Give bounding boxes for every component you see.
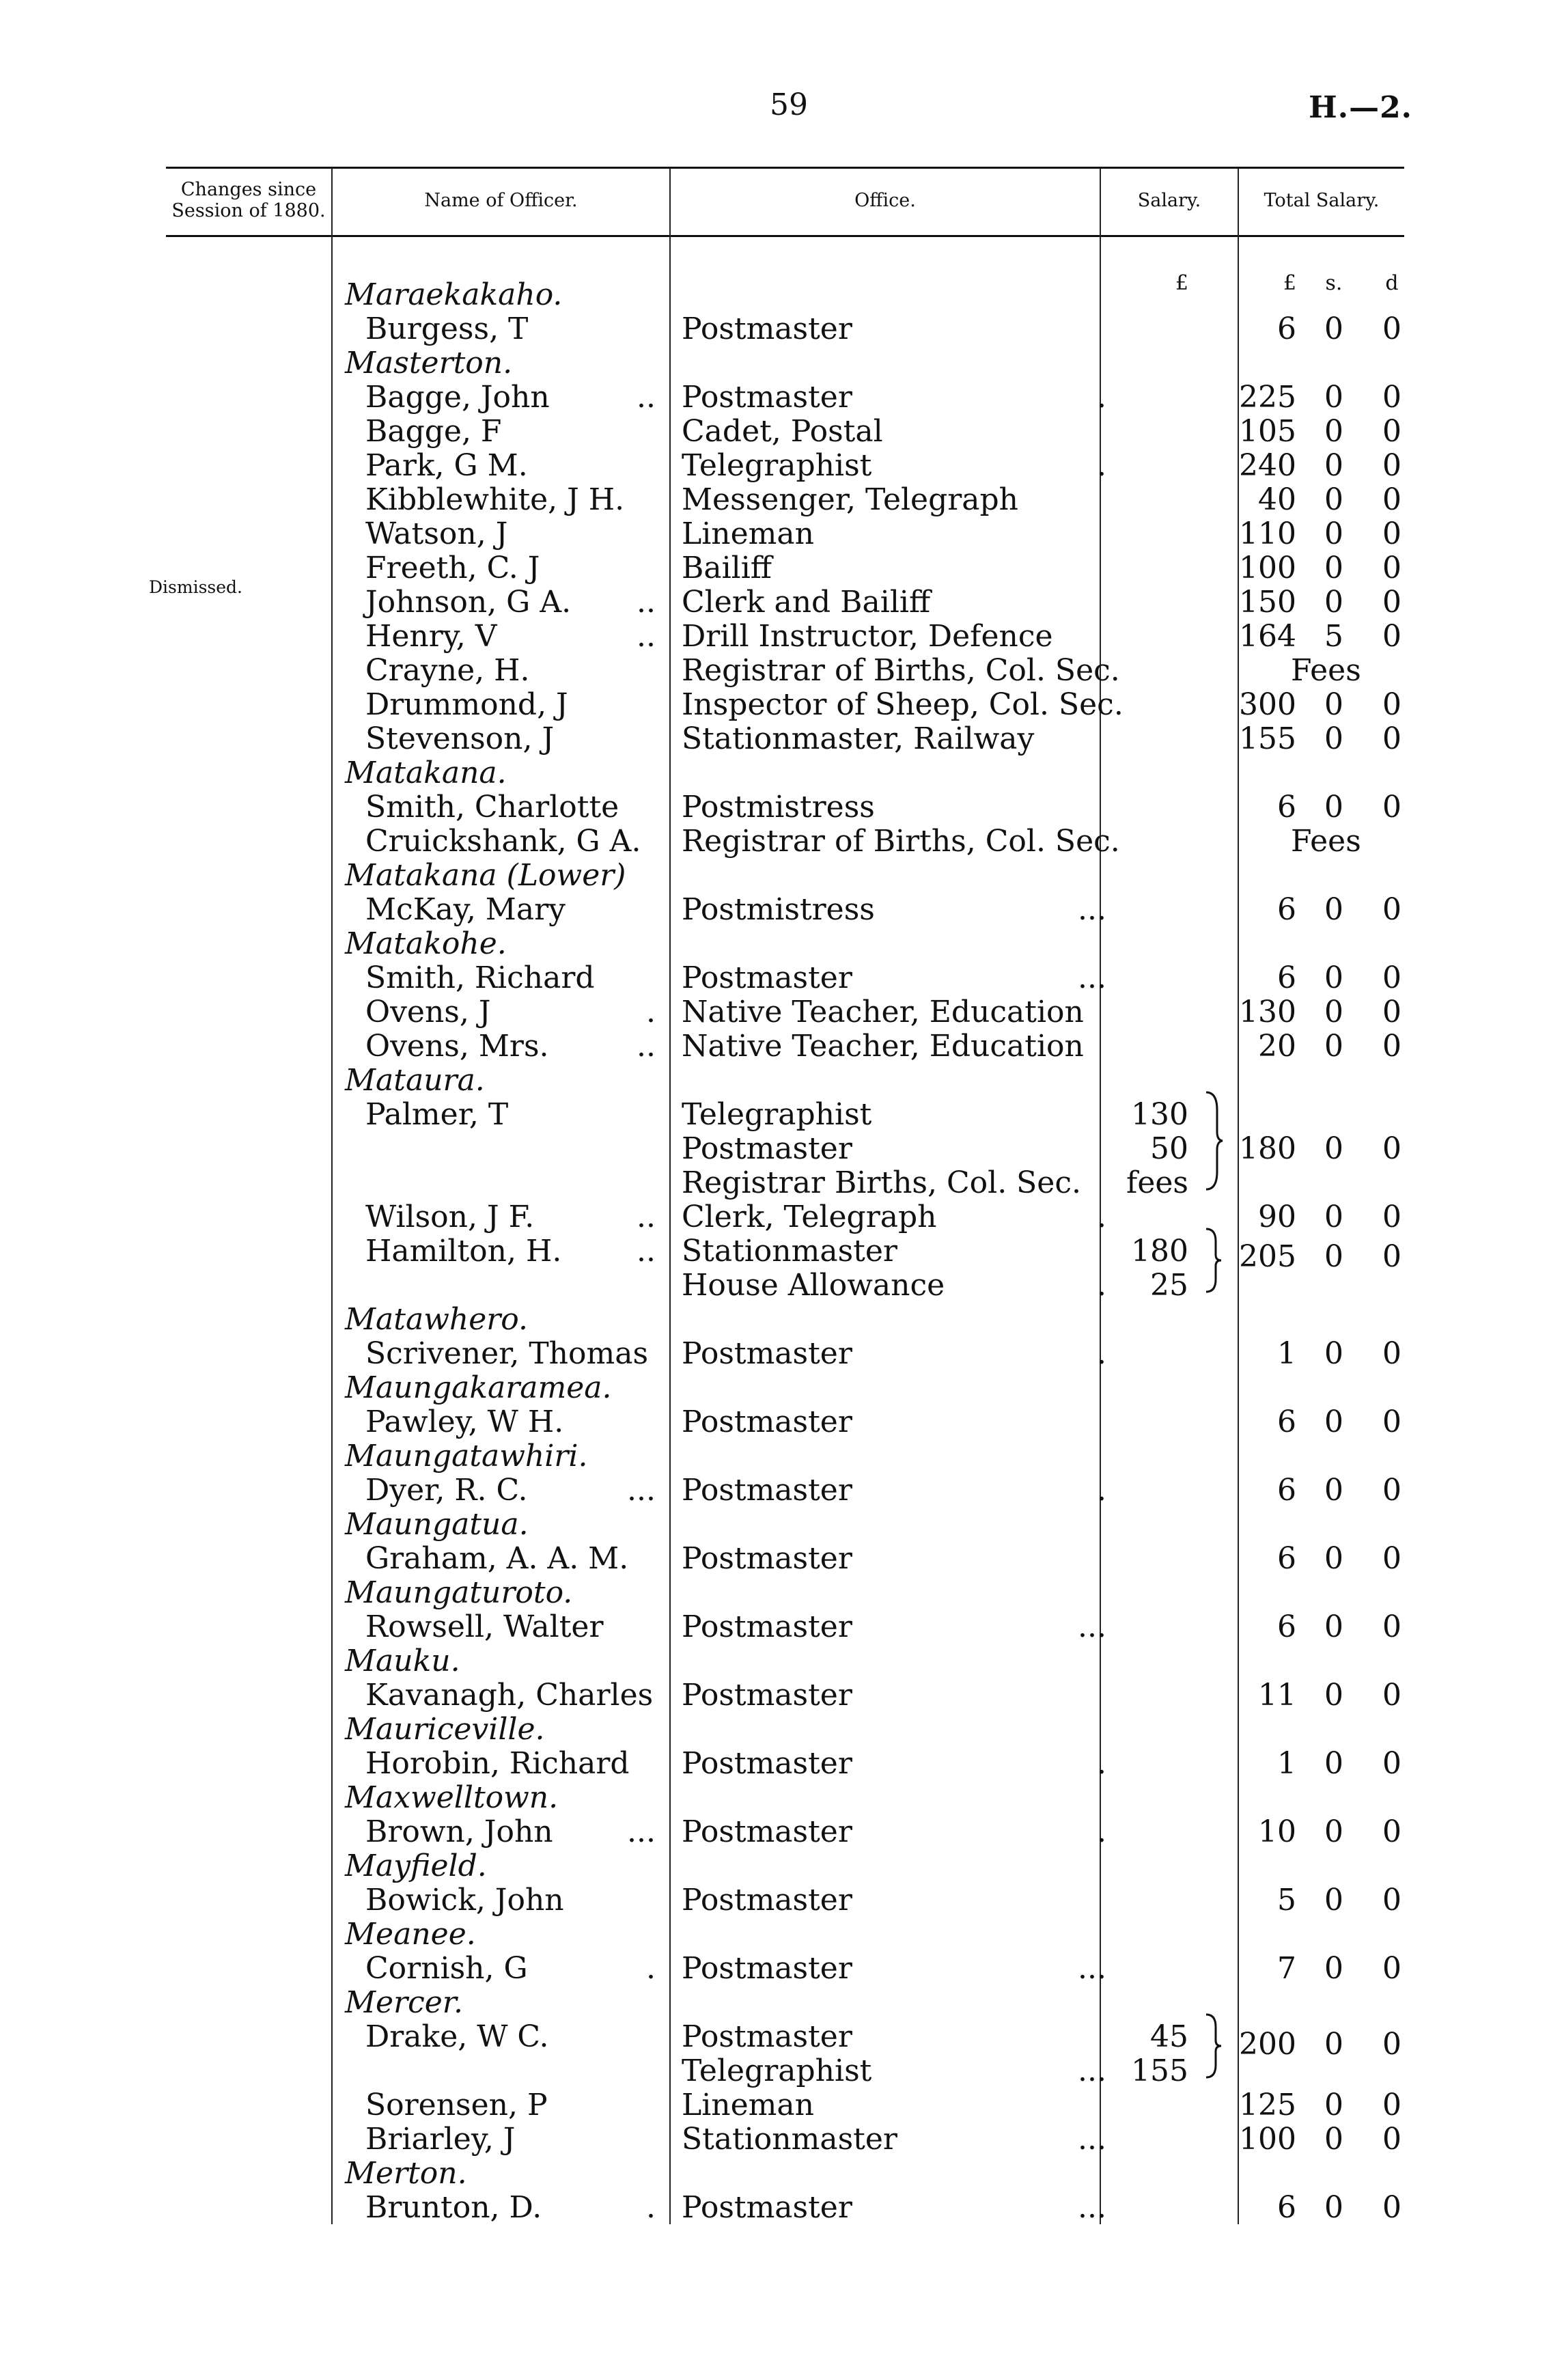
total-pence: 0 [1382,995,1401,1029]
office-title: Native Teacher, Education [682,1029,1084,1064]
officer-name: Smith, Charlotte [365,790,619,825]
note-dismissed: Dismissed. [149,577,242,597]
officer-name: Kibblewhite, J H. [365,482,625,517]
place-name: Mauku. [345,1644,460,1678]
officer-name: Palmer, T [365,1097,509,1132]
leader-dots: .. [637,1234,656,1269]
total-pounds: 180 [1239,1131,1296,1166]
total-pence: 0 [1382,1336,1401,1371]
page-number: 59 [770,87,808,122]
total-shillings: 0 [1324,551,1343,585]
officer-name: Bowick, John [365,1883,564,1918]
leader-dots: . [1097,1200,1106,1234]
leader-dots: ... [1078,960,1106,995]
total-pounds: 6 [1277,1473,1296,1508]
officer-name: Drake, W C. [365,2019,549,2054]
merged-total-pounds: 205 [1239,1239,1296,1274]
place-name: Mauriceville. [345,1712,545,1747]
total-shillings: 0 [1324,1200,1343,1234]
total-pounds: 6 [1277,312,1296,346]
place-heading-row [0,1713,1549,1747]
office-title: Postmaster [682,1131,852,1166]
officer-row [0,995,1549,1029]
total-pounds: 6 [1277,1405,1296,1439]
total-pence: 0 [1382,1951,1401,1986]
total-shillings: 0 [1324,687,1343,722]
total-shillings: 0 [1324,1609,1343,1644]
total-pence: 0 [1382,2088,1401,2122]
place-heading-row [0,346,1549,380]
total-pounds: 10 [1258,1814,1296,1849]
officer-row [0,449,1549,483]
officer-row [0,2088,1549,2122]
officer-name: Henry, V [365,619,497,654]
office-title: Postmaster [682,2190,852,2225]
place-heading-row [0,1439,1549,1473]
officer-name: Watson, J [365,516,508,551]
officer-name: Bagge, F [365,414,502,449]
office-title: Registrar Births, Col. Sec. [682,1165,1081,1200]
office-title: Postmaster [682,1746,852,1781]
salary-value: 50 [1150,1131,1188,1166]
total-shillings: 0 [1324,585,1343,620]
leader-dots: .. [637,1029,656,1064]
total-shillings: 5 [1324,619,1343,654]
total-pence: 0 [1382,1883,1401,1918]
header-changes: Changes since Session of 1880. [171,179,326,221]
total-shillings: 0 [1324,960,1343,995]
salary-brace [1203,1226,1224,1295]
total-pounds: 6 [1277,790,1296,825]
merged-total-pence: 0 [1382,1239,1401,1274]
header-name: Name of Officer. [424,189,578,211]
officer-row [0,483,1549,517]
place-heading-row [0,1986,1549,2020]
salary-brace [1203,1090,1224,1192]
total-shillings: 0 [1324,1336,1343,1371]
office-title: Postmaster [682,2019,852,2054]
officer-name: Rowsell, Walter [365,1609,604,1644]
leader-dots: . [1097,380,1106,415]
total-shillings: 0 [1324,1541,1343,1576]
place-heading-row [0,1576,1549,1610]
total-pounds: 100 [1239,2122,1296,2157]
total-pence: 0 [1382,2122,1401,2157]
salary-value: fees [1126,1165,1188,1200]
total-pence: 0 [1382,312,1401,346]
total-pounds: 6 [1277,960,1296,995]
merged-total-pence: 0 [1382,2027,1401,2062]
office-title: Postmaster [682,960,852,995]
office-title: Postmaster [682,1336,852,1371]
officer-name: Brown, John [365,1814,553,1849]
officer-row [0,551,1549,585]
office-title: Telegraphist [682,448,872,483]
total-pounds: 105 [1239,414,1296,449]
total-pounds: 20 [1258,1029,1296,1064]
total-fees: Fees [1291,653,1361,688]
total-shillings: 0 [1324,1814,1343,1849]
leader-dots: ... [1078,2190,1106,2225]
header-top-rule [166,167,1404,169]
total-pounds: 130 [1239,995,1296,1029]
total-pence: 0 [1382,960,1401,995]
place-heading-row [0,859,1549,893]
leader-dots: ... [1078,1609,1106,1644]
total-pence: 0 [1382,551,1401,585]
total-pounds: 300 [1239,687,1296,722]
salary-value: 25 [1150,1268,1188,1303]
officer-row [0,1473,1549,1508]
place-name: Maraekakaho. [345,277,563,312]
office-title: Postmaster [682,312,852,346]
office-title: Postmistress [682,790,875,825]
total-pence: 0 [1382,1541,1401,1576]
place-heading-row [0,1303,1549,1337]
officer-row [0,415,1549,449]
place-heading-row [0,1781,1549,1815]
officer-name: Burgess, T [365,312,529,346]
total-pounds: 150 [1239,585,1296,620]
office-title: Clerk and Bailiff [682,585,931,620]
total-shillings: 0 [1324,1883,1343,1918]
merged-total-row [0,2028,1549,2062]
officer-row [0,1029,1549,1064]
total-shillings: 0 [1324,516,1343,551]
office-title: Messenger, Telegraph [682,482,1019,517]
office-title: House Allowance [682,1268,945,1303]
officer-row [0,1132,1549,1166]
officer-name: Graham, A. A. M. [365,1541,629,1576]
place-heading-row [0,1918,1549,1952]
salary-value: 45 [1150,2019,1188,2054]
officer-name: Briarley, J [365,2122,516,2157]
office-title: Telegraphist [682,1097,872,1132]
total-shillings: 0 [1324,892,1343,927]
leader-dots: .. [637,619,656,654]
page-reference: H.—2. [1309,90,1412,125]
officer-name: Drummond, J [365,687,568,722]
officer-name: Scrivener, Thomas [365,1336,649,1371]
officer-row [0,2122,1549,2157]
total-pounds: 100 [1239,551,1296,585]
officer-name: Brunton, D. [365,2190,542,2225]
total-pounds: 11 [1258,1678,1296,1713]
salary-value: 130 [1131,1097,1188,1132]
place-name: Matawhero. [345,1302,528,1337]
total-pence: 0 [1382,1405,1401,1439]
leader-dots: ... [1078,2122,1106,2157]
office-title: Lineman [682,2088,814,2122]
merged-total-shillings: 0 [1324,2027,1343,2062]
total-pounds: 7 [1277,1951,1296,1986]
total-pence: 0 [1382,721,1401,756]
total-pence: 0 [1382,414,1401,449]
total-pounds: 5 [1277,1883,1296,1918]
office-title: Postmaster [682,1609,852,1644]
officer-name: Kavanagh, Charles [365,1678,654,1713]
officer-row [0,380,1549,415]
office-title: Postmaster [682,1473,852,1508]
place-name: Masterton. [345,346,513,380]
merged-total-pounds: 200 [1239,2027,1296,2062]
leader-dots: . [646,1951,656,1986]
total-fees: Fees [1291,824,1361,859]
leader-dots: ... [627,1814,656,1849]
total-shillings: 0 [1324,1029,1343,1064]
officer-row [0,688,1549,722]
office-title: Native Teacher, Education [682,995,1084,1029]
officer-row [0,722,1549,756]
officer-row [0,2191,1549,2225]
total-shillings: 0 [1324,1405,1343,1439]
officer-name: Ovens, J [365,995,491,1029]
place-name: Matakana (Lower) [345,858,626,893]
total-pence: 0 [1382,1131,1401,1166]
leader-dots: . [1097,1336,1106,1371]
total-pence: 0 [1382,1609,1401,1644]
officer-row [0,961,1549,995]
total-pounds: 125 [1239,2088,1296,2122]
total-pounds: 164 [1239,619,1296,654]
total-pence: 0 [1382,1473,1401,1508]
officer-row [0,1166,1549,1200]
total-pence-unit: d [1385,271,1399,295]
officer-row [0,1952,1549,1986]
officer-name: Johnson, G A. [365,585,572,620]
total-shillings: 0 [1324,2088,1343,2122]
total-pounds: 40 [1258,482,1296,517]
total-shillings: 0 [1324,448,1343,483]
place-name: Meanee. [345,1917,476,1952]
total-pounds: 155 [1239,721,1296,756]
officer-row [0,1405,1549,1439]
officer-name: Crayne, H. [365,653,530,688]
leader-dots: . [1097,1814,1106,1849]
total-pence: 0 [1382,1200,1401,1234]
total-pence: 0 [1382,892,1401,927]
office-title: Postmaster [682,1678,852,1713]
leader-dots: .. [637,380,656,415]
office-title: Clerk, Telegraph [682,1200,937,1234]
place-name: Maungaturoto. [345,1575,573,1610]
total-pounds: 1 [1277,1746,1296,1781]
place-name: Matakana. [345,756,507,790]
place-name: Maxwelltown. [345,1780,559,1815]
officer-name: Hamilton, H. [365,1234,562,1269]
officer-row [0,1337,1549,1371]
leader-dots: ... [627,1473,656,1508]
office-title: Cadet, Postal [682,414,883,449]
officer-row [0,790,1549,825]
place-heading-row [0,278,1549,312]
place-name: Maungatawhiri. [345,1439,588,1473]
total-pence: 0 [1382,687,1401,722]
total-pounds: 6 [1277,1609,1296,1644]
total-pence: 0 [1382,1678,1401,1713]
merged-total-row [0,1240,1549,1274]
total-shillings: 0 [1324,995,1343,1029]
office-title: Postmaster [682,1951,852,1986]
header-office: Office. [854,189,916,211]
header-total: Total Salary. [1264,189,1380,211]
officer-row [0,1815,1549,1849]
office-title: Postmaster [682,1405,852,1439]
office-title: Postmaster [682,1814,852,1849]
office-title: Stationmaster [682,2122,897,2157]
salary-value: 155 [1131,2053,1188,2088]
officer-row [0,825,1549,859]
total-shillings: 0 [1324,2122,1343,2157]
officer-name: Cruickshank, G A. [365,824,641,859]
officer-row [0,1883,1549,1918]
total-shillings: 0 [1324,1746,1343,1781]
total-pence: 0 [1382,1814,1401,1849]
officer-name: Cornish, G [365,1951,528,1986]
office-title: Bailiff [682,551,772,585]
office-title: Lineman [682,516,814,551]
leader-dots: ... [1078,892,1106,927]
total-shillings: 0 [1324,790,1343,825]
leader-dots: . [1097,448,1106,483]
total-pounds: 1 [1277,1336,1296,1371]
total-shillings: 0 [1324,414,1343,449]
leader-dots: ... [1078,2053,1106,2088]
total-pence: 0 [1382,2190,1401,2225]
officer-row [0,585,1549,620]
leader-dots: . [646,2190,656,2225]
office-title: Stationmaster [682,1234,897,1269]
place-heading-row [0,1371,1549,1405]
total-pence: 0 [1382,790,1401,825]
salary-pound-unit: £ [1175,271,1188,295]
place-heading-row [0,2157,1549,2191]
total-shillings: 0 [1324,1951,1343,1986]
total-pence: 0 [1382,516,1401,551]
place-name: Mercer. [345,1985,463,2020]
officer-name: Dyer, R. C. [365,1473,528,1508]
leader-dots: .. [637,1200,656,1234]
total-pounds: 6 [1277,1541,1296,1576]
office-title: Telegraphist [682,2053,872,2088]
total-pence: 0 [1382,482,1401,517]
total-shillings: 0 [1324,312,1343,346]
total-pence: 0 [1382,1029,1401,1064]
office-title: Postmaster [682,1541,852,1576]
total-shilling-unit: s. [1325,271,1343,295]
officer-name: Wilson, J F. [365,1200,535,1234]
office-title: Stationmaster, Railway [682,721,1035,756]
leader-dots: . [1097,1473,1106,1508]
total-pounds: 240 [1239,448,1296,483]
office-title: Registrar of Births, Col. Sec. [682,824,1120,859]
officer-row [0,1747,1549,1781]
leader-dots: .. [637,585,656,620]
officer-row [0,1610,1549,1644]
place-heading-row [0,1064,1549,1098]
total-pounds: 6 [1277,892,1296,927]
officer-row [0,1200,1549,1234]
officer-name: Horobin, Richard [365,1746,630,1781]
officer-row [0,893,1549,927]
officer-row [0,1542,1549,1576]
place-name: Mayfield. [345,1849,487,1883]
officer-row [0,1678,1549,1713]
place-name: Matakohe. [345,926,507,961]
total-pence: 0 [1382,380,1401,415]
leader-dots: . [1097,1746,1106,1781]
officer-row [0,620,1549,654]
total-shillings: 0 [1324,721,1343,756]
office-title: Postmistress [682,892,875,927]
leader-dots: . [646,995,656,1029]
office-title: Registrar of Births, Col. Sec. [682,653,1120,688]
total-shillings: 0 [1324,1473,1343,1508]
total-pence: 0 [1382,1746,1401,1781]
total-shillings: 0 [1324,1678,1343,1713]
office-title: Postmaster [682,380,852,415]
leader-dots: . [1097,1268,1106,1303]
total-pence: 0 [1382,619,1401,654]
officer-row [0,1098,1549,1132]
merged-total-shillings: 0 [1324,1239,1343,1274]
place-heading-row [0,1644,1549,1678]
total-pounds: 110 [1239,516,1296,551]
total-shillings: 0 [1324,1131,1343,1166]
salary-brace [1203,2012,1224,2080]
total-pounds: 225 [1239,380,1296,415]
officer-name: Park, G M. [365,448,528,483]
salary-value: 180 [1131,1234,1188,1269]
total-pence: 0 [1382,585,1401,620]
total-pence: 0 [1382,448,1401,483]
place-heading-row [0,927,1549,961]
place-heading-row [0,1508,1549,1542]
officer-name: Stevenson, J [365,721,555,756]
header-salary: Salary. [1137,189,1201,211]
officer-name: Sorensen, P [365,2088,548,2122]
total-pound-unit: £ [1283,271,1296,295]
officer-name: Ovens, Mrs. [365,1029,549,1064]
place-name: Mataura. [345,1063,485,1098]
header-bottom-rule [166,235,1404,237]
place-name: Maungakaramea. [345,1370,612,1405]
office-title: Drill Instructor, Defence [682,619,1053,654]
officer-name: Bagge, John [365,380,550,415]
place-name: Maungatua. [345,1507,529,1542]
total-shillings: 0 [1324,380,1343,415]
officer-name: McKay, Mary [365,892,566,927]
office-title: Postmaster [682,1883,852,1918]
officer-row [0,312,1549,346]
officer-name: Smith, Richard [365,960,595,995]
officer-name: Freeth, C. J [365,551,540,585]
place-heading-row [0,756,1549,790]
officer-name: Pawley, W H. [365,1405,564,1439]
leader-dots: ... [1078,1951,1106,1986]
place-name: Merton. [345,2156,467,2191]
total-pounds: 90 [1258,1200,1296,1234]
total-pounds: 6 [1277,2190,1296,2225]
officer-row [0,654,1549,688]
place-heading-row [0,1849,1549,1883]
total-shillings: 0 [1324,482,1343,517]
officer-row [0,517,1549,551]
total-shillings: 0 [1324,2190,1343,2225]
office-title: Inspector of Sheep, Col. Sec. [682,687,1124,722]
